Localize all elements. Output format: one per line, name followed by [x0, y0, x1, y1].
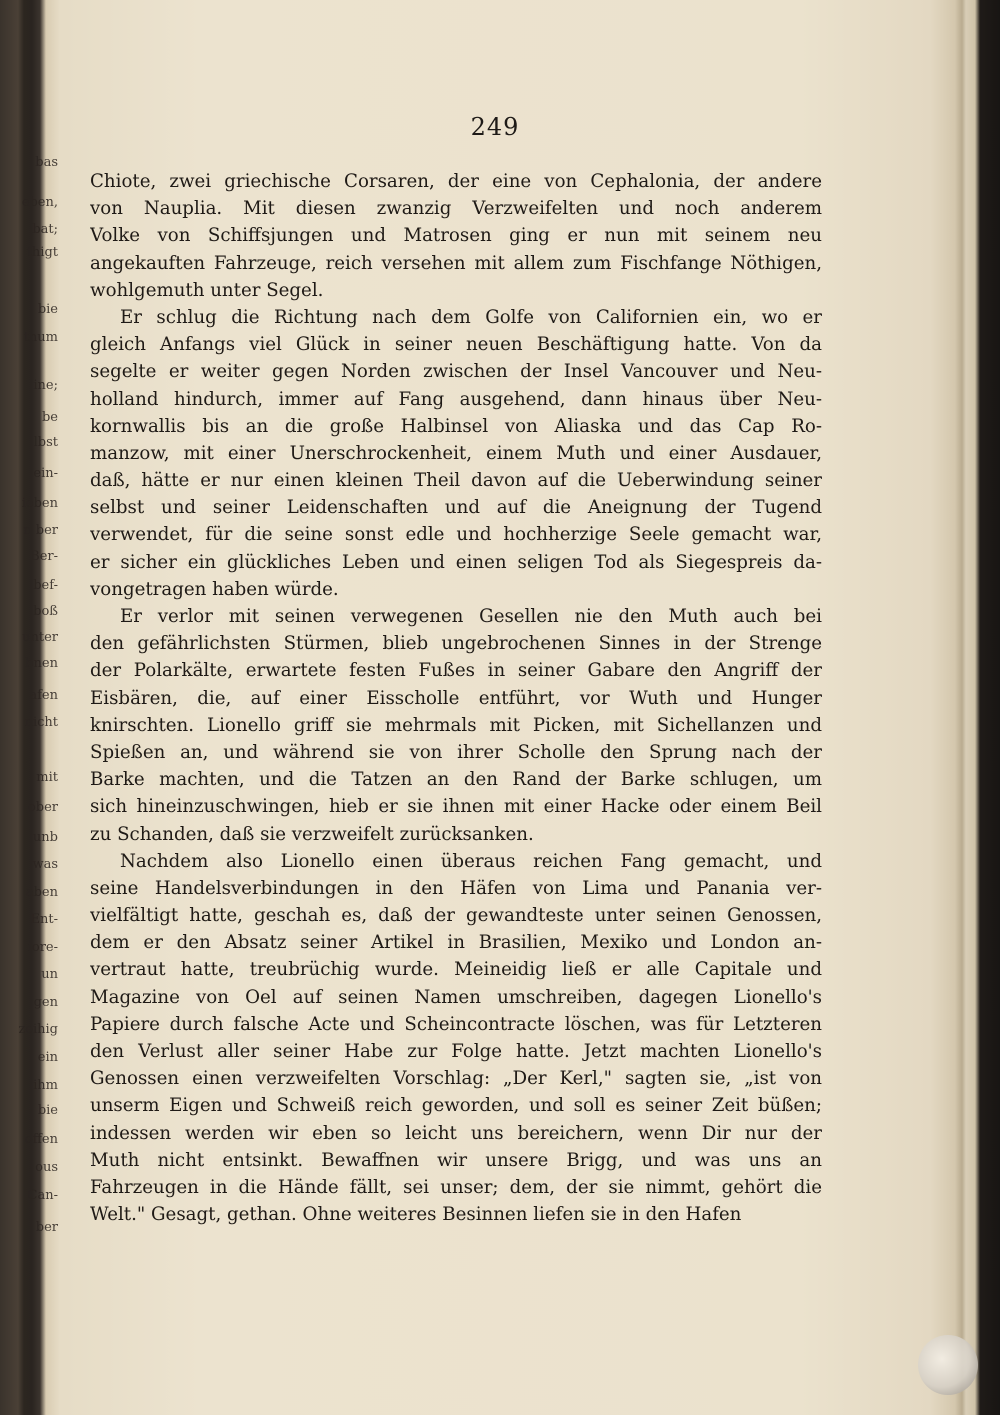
- text-line: Papiere durch falsche Acte und Scheincontracte löschen, was für Letzteren: [90, 1013, 822, 1035]
- previous-page-fragment: mit: [36, 770, 58, 785]
- text-line: Er verlor mit seinen verwegenen Gesellen nie den Muth auch bei: [120, 606, 822, 627]
- text-line: gleich Anfangs viel Glück in seiner neuen Beschäftigung hatte. Von da: [90, 334, 822, 356]
- book-page: [60, 0, 960, 1415]
- paragraph: [90, 168, 822, 304]
- previous-page-fragment: lbst: [33, 435, 58, 450]
- text-line: Welt." Gesagt, gethan. Ohne weiteres Besinnen liefen sie in den Hafen: [90, 1204, 742, 1226]
- paragraph: [90, 304, 822, 603]
- text-line: daß, hätte er nur einen kleinen Theil davon auf die Ueberwindung seiner: [90, 470, 822, 492]
- previous-page-fragment: afen: [29, 688, 58, 703]
- previous-page-fragment: thigt: [26, 245, 58, 260]
- text-line: angekauften Fahrzeuge, reich versehen mit allem zum Fischfange Nöthigen,: [90, 252, 822, 274]
- text-line: unserm Eigen und Schweiß reich geworden, und soll es seiner Zeit büßen;: [90, 1095, 822, 1117]
- previous-page-fragment: un: [41, 967, 58, 982]
- previous-page-fragment: iore-: [27, 940, 58, 955]
- previous-page-fragment: aben: [25, 885, 58, 900]
- page-text: [90, 168, 822, 1228]
- text-line: vertraut hatte, treubrüchig wurde. Meineidig ließ er alle Capitale und: [90, 959, 822, 981]
- text-line: Er schlug die Richtung nach dem Golfe von Californien ein, wo er: [120, 306, 822, 328]
- text-line: den gefährlichsten Stürmen, blieb ungebrochenen Sinnes in der Strenge: [90, 633, 822, 655]
- previous-page-fragment: unb: [32, 830, 58, 845]
- text-line: seine Handelsverbindungen in den Häfen von Lima und Panania ver-: [90, 877, 822, 899]
- previous-page-fragment: Ent-: [30, 912, 58, 927]
- text-line: holland hindurch, immer auf Fang ausgehend, dann hinaus über Neu-: [90, 388, 822, 410]
- paragraph: [90, 603, 822, 848]
- previous-page-fragment: zeihig: [18, 1022, 58, 1037]
- previous-page-fragment: bie: [37, 302, 58, 317]
- text-line: er sicher ein glückliches Leben und einen seligen Tod als Siegespreis da-: [90, 551, 822, 573]
- previous-page-fragment: ber: [35, 1220, 58, 1235]
- text-line: der Polarkälte, erwartete festen Fußes in seiner Gabare den Angriff der: [90, 660, 822, 682]
- page-number: 249: [470, 113, 520, 141]
- previous-page-fragment: offen: [24, 1132, 58, 1147]
- text-line: zu Schanden, daß sie verzweifelt zurücksanken.: [90, 823, 534, 845]
- text-line: Fahrzeugen in die Hände fällt, sei unser; dem, der sie nimmt, gehört die: [90, 1176, 822, 1198]
- previous-page-fragment: bie: [37, 1103, 58, 1118]
- text-line: vongetragen haben würde.: [90, 578, 339, 600]
- previous-page-fragment: Can-: [27, 1188, 58, 1203]
- text-line: selbst und seiner Leidenschaften und auf die Aneignung der Tugend: [90, 497, 822, 519]
- text-line: Spießen an, und während sie von ihrer Scholle den Sprung nach der: [90, 741, 822, 763]
- paragraph: [90, 848, 822, 1229]
- previous-page-fragment: nicht: [24, 715, 58, 730]
- previous-page-fragment: ous: [35, 1160, 58, 1175]
- previous-page-fragment: n ber: [23, 523, 58, 538]
- text-line: segelte er weiter gegen Norden zwischen der Insel Vancouver und Neu-: [90, 361, 822, 383]
- previous-page-fragment: gen: [33, 995, 58, 1010]
- text-line: Eisbären, die, auf einer Eisscholle entführt, vor Wuth und Hunger: [90, 687, 822, 709]
- previous-page-fragment: bas: [35, 155, 58, 170]
- page-corner-bump: [918, 1335, 978, 1395]
- previous-page-fragment: ober: [27, 800, 58, 815]
- previous-page-fragment: eben,: [21, 195, 58, 210]
- text-line: Magazine von Oel auf seinen Namen umschreiben, dagegen Lionello's: [90, 986, 822, 1008]
- text-line: von Nauplia. Mit diesen zwanzig Verzweifelten und noch anderem: [90, 198, 822, 220]
- text-line: vielfältigt hatte, geschah es, daß der gewandteste unter seinen Genossen,: [90, 905, 822, 927]
- previous-page-fragment: bat;: [32, 222, 58, 237]
- previous-page-fragment: unter: [22, 630, 58, 645]
- previous-page-fragment: ein: [37, 1050, 58, 1065]
- text-line: manzow, mit einer Unerschrockenheit, einem Muth und einer Ausdauer,: [90, 442, 822, 464]
- text-line: wohlgemuth unter Segel.: [90, 279, 324, 301]
- text-line: kornwallis bis an die große Halbinsel von Aliaska und das Cap Ro-: [90, 415, 822, 437]
- text-line: verwendet, für die seine sonst edle und hochherzige Seele gemacht war,: [90, 524, 822, 546]
- previous-page-fragment: Ber-: [30, 549, 58, 564]
- previous-page-fragment: was: [32, 857, 58, 872]
- text-line: indessen werden wir eben so leicht uns bereichern, wenn Dir nur der: [90, 1122, 822, 1144]
- previous-page-fragment: be: [41, 410, 58, 425]
- text-line: Volke von Schiffsjungen und Matrosen ging er nun mit seinem neu: [90, 225, 822, 247]
- previous-page-fragment: boß: [33, 604, 58, 619]
- previous-page-fragment: ine;: [33, 378, 58, 393]
- previous-page-edge: [0, 0, 58, 1415]
- text-line: knirschten. Lionello griff sie mehrmals mit Picken, mit Sichellanzen und: [90, 714, 822, 736]
- previous-page-fragment: ein-: [33, 466, 58, 481]
- text-line: sich hineinzuschwingen, hieb er sie ihnen mit einer Hacke oder einem Beil: [90, 796, 822, 818]
- text-line: Nachdem also Lionello einen überaus reichen Fang gemacht, und: [120, 850, 822, 872]
- previous-page-fragment: bnen: [25, 656, 58, 671]
- text-line: dem er den Absatz seiner Artikel in Brasilien, Mexiko und London an-: [90, 932, 822, 954]
- text-line: Barke machten, und die Tatzen an den Rand der Barke schlugen, um: [90, 769, 822, 791]
- text-line: Chiote, zwei griechische Corsaren, der eine von Cephalonia, der andere: [90, 171, 822, 192]
- text-line: Muth nicht entsinkt. Bewaffnen wir unsere Brigg, und was uns an: [90, 1149, 822, 1171]
- previous-page-fragment: ieben: [21, 496, 58, 511]
- text-line: den Verlust aller seiner Habe zur Folge hatte. Jetzt machten Lionello's: [90, 1041, 822, 1062]
- previous-page-fragment: ihm: [33, 1078, 58, 1093]
- previous-page-fragment: thum: [23, 330, 58, 345]
- previous-page-fragment: bef-: [33, 578, 58, 593]
- text-line: Genossen einen verzweifelten Vorschlag: „Der Kerl," sagten sie, „ist von: [90, 1068, 822, 1090]
